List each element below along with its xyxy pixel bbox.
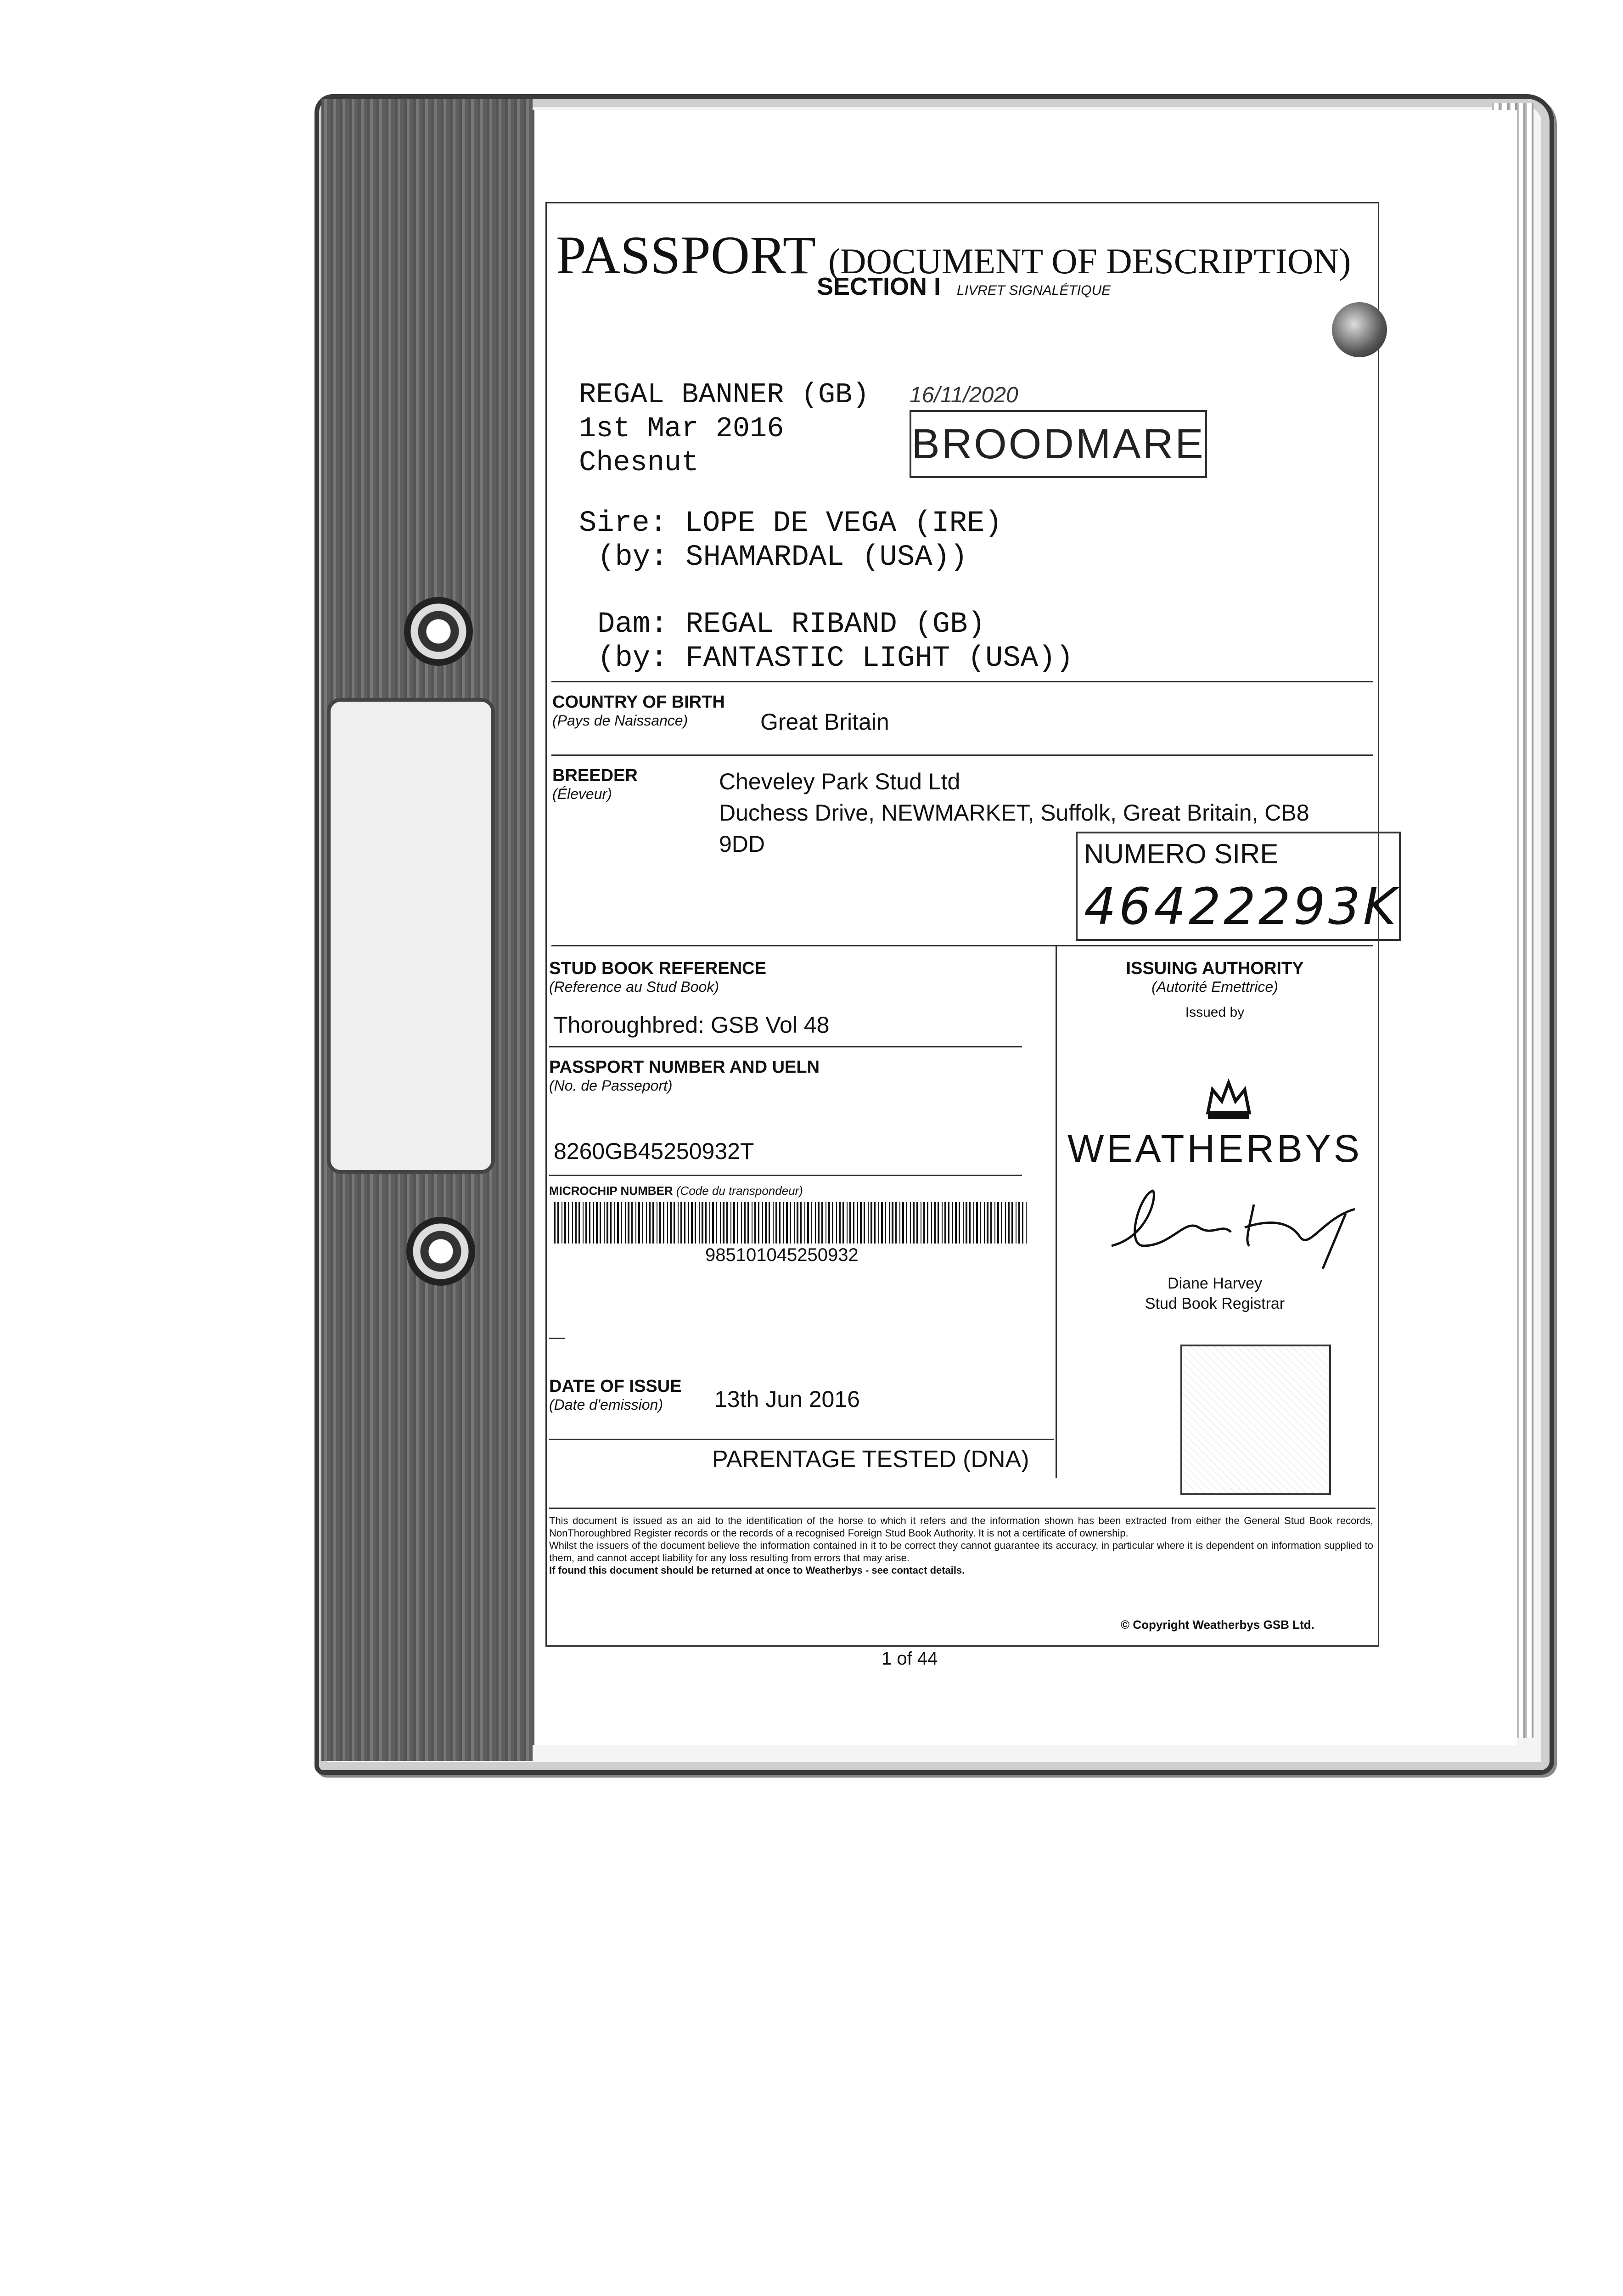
signatory	[1059, 1273, 1371, 1314]
passport-number-value: 8260GB45250932T	[554, 1138, 754, 1164]
horse-colour: Chesnut	[579, 446, 699, 479]
numero-sire-value: 46422293K	[1084, 877, 1399, 936]
dam-label: Dam:	[597, 608, 668, 641]
stud-book-value: Thoroughbred: GSB Vol 48	[554, 1012, 830, 1038]
copyright: © Copyright Weatherbys GSB Ltd.	[1121, 1618, 1314, 1632]
divider	[549, 1046, 1022, 1047]
parentage-tested: PARENTAGE TESTED (DNA)	[712, 1446, 1029, 1473]
country-value: Great Britain	[760, 709, 889, 735]
passport-number-label: PASSPORT NUMBER AND UELN	[549, 1058, 820, 1077]
stud-book-label: STUD BOOK REFERENCE	[549, 959, 766, 978]
authority-label: ISSUING AUTHORITY	[1126, 959, 1304, 978]
microchip-label: MICROCHIP NUMBER	[549, 1184, 673, 1198]
sire-by: (by: SHAMARDAL (USA))	[597, 541, 968, 574]
dam-name: REGAL RIBAND (GB)	[685, 608, 985, 641]
divider	[549, 1508, 1376, 1509]
divider	[551, 945, 1373, 946]
passport-number-sub-label: (No. de Passeport)	[549, 1077, 673, 1094]
passport-document	[545, 202, 1399, 1647]
sire-block	[579, 506, 1002, 574]
dam-by: (by: FANTASTIC LIGHT (USA))	[597, 642, 1073, 675]
divider	[551, 681, 1373, 682]
sire-name: LOPE DE VEGA (IRE)	[685, 507, 1002, 540]
microchip-label-group	[549, 1184, 803, 1198]
breeder-sub-label: (Éleveur)	[552, 786, 612, 802]
signatory-title: Stud Book Registrar	[1145, 1295, 1285, 1312]
authority-sub-label: (Autorité Emettrice)	[1151, 979, 1278, 995]
sire-label: Sire:	[579, 507, 668, 540]
divider	[549, 1175, 1022, 1176]
country-sub-label: (Pays de Naissance)	[552, 712, 688, 729]
divider-tick	[549, 1338, 565, 1339]
title-main: PASSPORT	[556, 225, 815, 285]
microchip-value: 985101045250932	[705, 1245, 859, 1265]
weatherbys-logo: WEATHERBYS	[1067, 1127, 1362, 1170]
breeder-line-2: Duchess Drive, NEWMARKET, Suffolk, Great Britain, CB8	[719, 800, 1309, 826]
section-heading	[817, 272, 1111, 301]
passport-number-group	[549, 1058, 820, 1094]
section-label: SECTION I	[817, 273, 941, 300]
numero-sire-box	[1076, 832, 1401, 941]
horse-details	[579, 378, 870, 480]
section-sub-label: LIVRET SIGNALÉTIQUE	[957, 283, 1111, 298]
breeder-label-group	[552, 766, 638, 803]
microchip-barcode	[554, 1202, 1027, 1244]
divider	[549, 1439, 1054, 1440]
hologram-box	[1180, 1345, 1331, 1495]
stud-book-sub-label: (Reference au Stud Book)	[549, 979, 719, 995]
spine-label-pocket	[327, 698, 495, 1174]
issuing-authority	[1059, 959, 1371, 1020]
crown-logo-icon	[1203, 1076, 1254, 1122]
disclaimer-text-1: This document is issued as an aid to the identification of the horse to which it refers and the information shown has been extracted from either the General Stud Book records, NonThoroughbred Register records or the records of a recognised Foreign Stud Book Authority. It is not a certificate of ownership.	[549, 1515, 1373, 1539]
breeder-line-1: Cheveley Park Stud Ltd	[719, 769, 960, 794]
page-number: 1 of 44	[882, 1649, 938, 1669]
binder-ring-icon	[404, 597, 473, 666]
column-divider	[1056, 945, 1057, 1478]
breeder-label: BREEDER	[552, 766, 638, 785]
country-label: COUNTRY OF BIRTH	[552, 692, 725, 712]
breeder-line-3: 9DD	[719, 831, 765, 857]
microchip-sub-label: (Code du transpondeur)	[676, 1184, 803, 1198]
title-paren: (DOCUMENT OF DESCRIPTION)	[828, 241, 1351, 281]
signature	[1107, 1177, 1364, 1269]
stud-book-reference	[549, 959, 766, 996]
issue-date-label: DATE OF ISSUE	[549, 1377, 682, 1396]
date-of-issue	[549, 1377, 682, 1413]
horse-name: REGAL BANNER (GB)	[579, 378, 870, 411]
issue-date-sub-label: (Date d'emission)	[549, 1396, 663, 1413]
disclaimer-text-3: If found this document should be returned at once to Weatherbys - see contact details.	[549, 1564, 965, 1576]
disclaimer-text-2: Whilst the issuers of the document believe the information contained in it to be correct they cannot guarantee its accuracy, in particular where it is dependent on information supplied to them, and cannot accept liability for any loss resulting from errors that may arise.	[549, 1540, 1373, 1564]
binder-ring-icon	[406, 1217, 475, 1286]
issued-by-label: Issued by	[1185, 1005, 1245, 1020]
numero-sire-label: NUMERO SIRE	[1084, 838, 1279, 869]
disclaimer	[549, 1514, 1373, 1576]
broodmare-stamp: BROODMARE	[910, 410, 1207, 478]
signatory-name: Diane Harvey	[1168, 1275, 1262, 1292]
issue-date-value: 13th Jun 2016	[714, 1386, 860, 1412]
hologram-seal	[1332, 302, 1387, 357]
horse-dob: 1st Mar 2016	[579, 412, 784, 445]
country-of-birth	[552, 692, 725, 729]
dam-block	[597, 608, 1073, 675]
handwritten-date: 16/11/2020	[910, 383, 1018, 407]
divider	[551, 754, 1373, 756]
